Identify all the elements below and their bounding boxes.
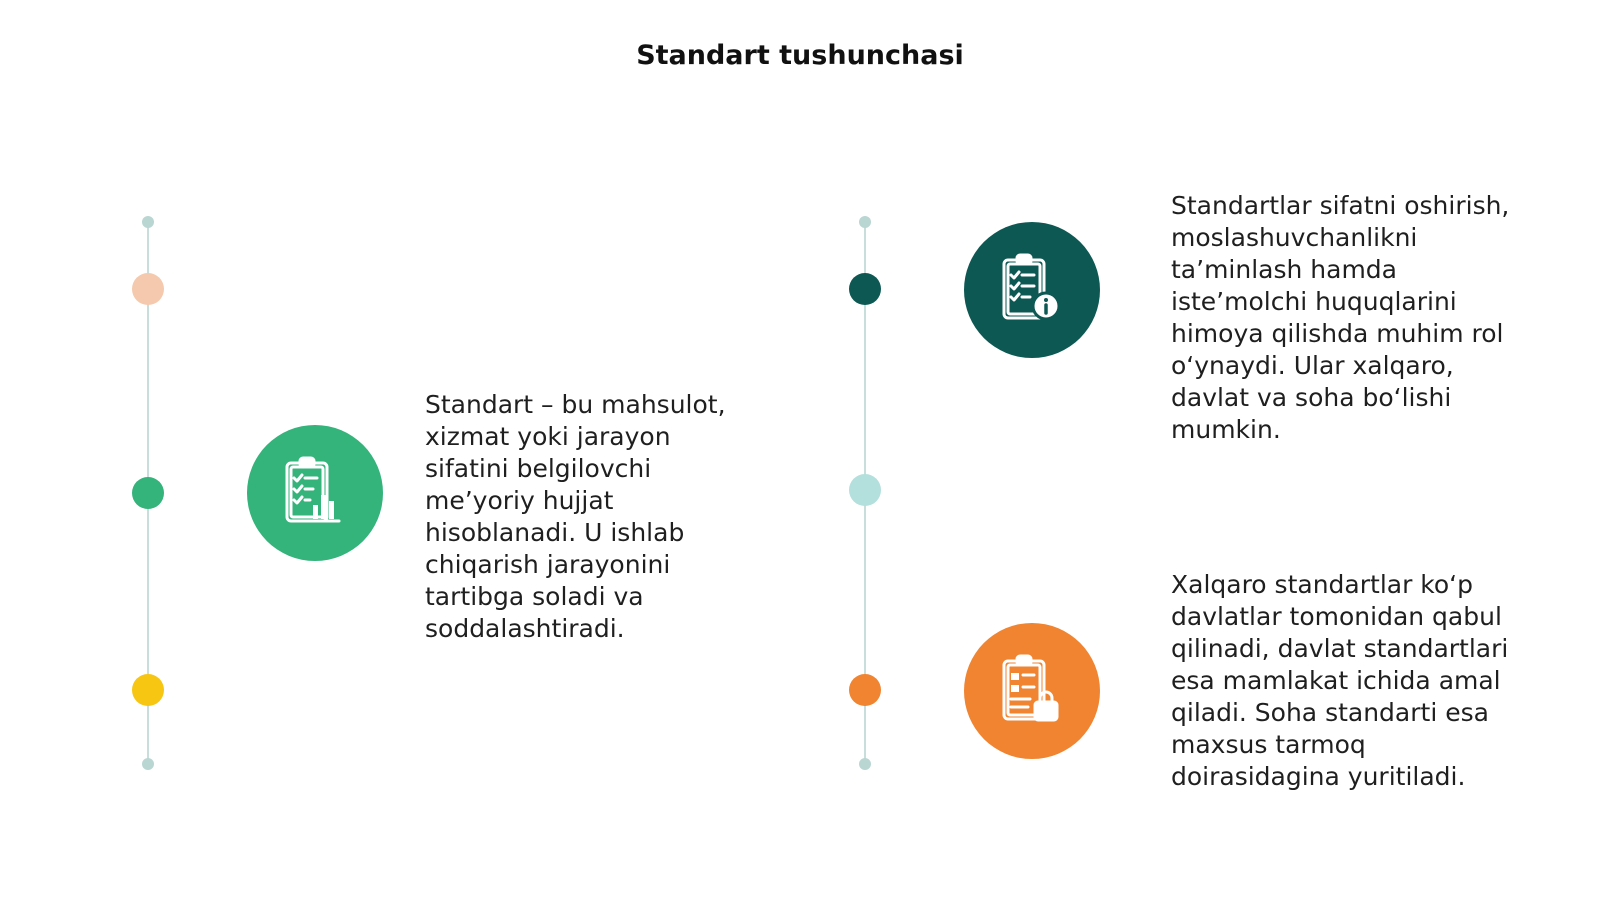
text-line: maxsus tarmoq — [1171, 730, 1366, 759]
left-timeline-bottom-cap — [142, 758, 154, 770]
text-line: sifatini belgilovchi — [425, 454, 652, 483]
orange-icon-badge — [964, 623, 1100, 759]
text-line: chiqarish jarayonini — [425, 550, 671, 579]
text-line: Standart – bu mahsulot, — [425, 390, 726, 419]
timeline-dot-light-teal — [849, 474, 881, 506]
text-line: ta’minlash hamda — [1171, 255, 1398, 284]
text-line: me’yoriy hujjat — [425, 486, 614, 515]
dark-teal-icon-badge — [964, 222, 1100, 358]
block-3-text — [1171, 569, 1508, 793]
left-timeline-top-cap — [142, 216, 154, 228]
text-line: tartibga soladi va — [425, 582, 644, 611]
text-line: iste’molchi huquqlarini — [1171, 287, 1457, 316]
timeline-dot-peach — [132, 273, 164, 305]
text-line: moslashuvchanlikni — [1171, 223, 1418, 252]
text-line: qilinadi, davlat standartlari — [1171, 634, 1509, 663]
block-2-text — [1171, 190, 1509, 446]
clipboard-lock-icon — [990, 649, 1074, 733]
text-line: davlat va soha bo‘lishi — [1171, 383, 1452, 412]
text-line: doirasidagina yuritiladi. — [1171, 762, 1466, 791]
text-line: qiladi. Soha standarti esa — [1171, 698, 1489, 727]
timeline-dot-orange — [849, 674, 881, 706]
timeline-dot-dark-teal — [849, 273, 881, 305]
page-title: Standart tushunchasi — [636, 40, 964, 71]
right-timeline-top-cap — [859, 216, 871, 228]
right-timeline-bottom-cap — [859, 758, 871, 770]
block-1-text — [425, 389, 726, 645]
text-line: Standartlar sifatni oshirish, — [1171, 191, 1510, 220]
green-icon-badge — [247, 425, 383, 561]
timeline-dot-yellow — [132, 674, 164, 706]
text-line: mumkin. — [1171, 415, 1281, 444]
timeline-dot-green — [132, 477, 164, 509]
text-line: esa mamlakat ichida amal — [1171, 666, 1501, 695]
text-line: davlatlar tomonidan qabul — [1171, 602, 1502, 631]
text-line: soddalashtiradi. — [425, 614, 625, 643]
clipboard-info-icon — [990, 248, 1074, 332]
text-line: Xalqaro standartlar ko‘p — [1171, 570, 1474, 599]
clipboard-chart-icon — [273, 451, 357, 535]
text-line: hisoblanadi. U ishlab — [425, 518, 685, 547]
text-line: himoya qilishda muhim rol — [1171, 319, 1504, 348]
text-line: xizmat yoki jarayon — [425, 422, 671, 451]
text-line: o‘ynaydi. Ular xalqaro, — [1171, 351, 1454, 380]
